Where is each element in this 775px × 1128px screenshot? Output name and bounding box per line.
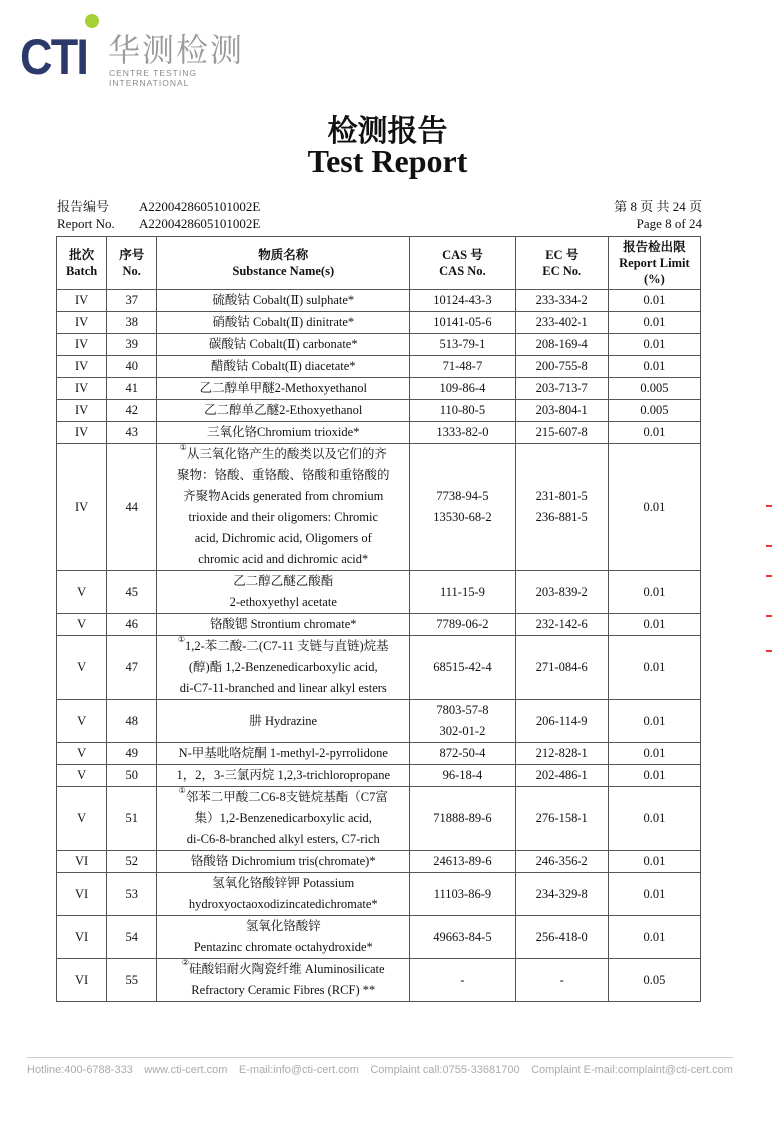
- cell-ec-no: 208-169-4: [515, 334, 608, 356]
- cell-no: 51: [107, 787, 157, 851]
- footnote-marker: ①: [179, 443, 187, 452]
- cell-ec-no: 231-801-5 236-881-5: [515, 444, 608, 571]
- report-no-value-en: A2200428605101002E: [139, 216, 261, 231]
- cell-report-limit: 0.01: [608, 916, 700, 959]
- footer-website: www.cti-cert.com: [144, 1064, 228, 1076]
- cell-cas-no: -: [410, 959, 515, 1002]
- cell-no: 47: [107, 636, 157, 700]
- cell-ec-no: 203-839-2: [515, 571, 608, 614]
- report-number-block: [57, 198, 260, 232]
- footnote-marker: ②: [181, 958, 190, 967]
- table-row: [57, 378, 701, 400]
- footer-divider: [27, 1057, 733, 1058]
- cell-ec-no: 256-418-0: [515, 916, 608, 959]
- page-number-cn: 第 8 页 共 24 页: [614, 199, 702, 214]
- substance-table: [56, 236, 701, 1002]
- cell-batch: IV: [57, 312, 107, 334]
- cell-batch: IV: [57, 290, 107, 312]
- cell-cas-no: 1333-82-0: [410, 422, 515, 444]
- cell-ec-no: 212-828-1: [515, 743, 608, 765]
- cell-substance-name: 氢氧化铬酸锌 Pentazinc chromate octahydroxide*: [157, 916, 410, 959]
- cell-no: 50: [107, 765, 157, 787]
- footer-complaint-email: Complaint E-mail:complaint@cti-cert.com: [531, 1064, 733, 1076]
- cell-ec-no: 200-755-8: [515, 356, 608, 378]
- table-row: [57, 765, 701, 787]
- table-row: [57, 873, 701, 916]
- footer-hotline: Hotline:400-6788-333: [27, 1064, 133, 1076]
- cti-logo: [20, 14, 280, 88]
- table-row: [57, 787, 701, 851]
- cell-batch: IV: [57, 356, 107, 378]
- cell-report-limit: 0.01: [608, 743, 700, 765]
- cell-ec-no: 233-334-2: [515, 290, 608, 312]
- cell-no: 52: [107, 851, 157, 873]
- cell-cas-no: 111-15-9: [410, 571, 515, 614]
- cell-cas-no: 10141-05-6: [410, 312, 515, 334]
- cell-no: 44: [107, 444, 157, 571]
- cell-ec-no: 234-329-8: [515, 873, 608, 916]
- cell-ec-no: 246-356-2: [515, 851, 608, 873]
- cell-report-limit: 0.01: [608, 422, 700, 444]
- cell-report-limit: 0.01: [608, 312, 700, 334]
- page-number-block: [614, 198, 702, 232]
- cell-batch: V: [57, 787, 107, 851]
- cell-cas-no: 11103-86-9: [410, 873, 515, 916]
- cell-no: 48: [107, 700, 157, 743]
- cell-report-limit: 0.01: [608, 290, 700, 312]
- cell-batch: VI: [57, 916, 107, 959]
- table-row: [57, 959, 701, 1002]
- cell-cas-no: 24613-89-6: [410, 851, 515, 873]
- cell-ec-no: 271-084-6: [515, 636, 608, 700]
- cell-substance-name: 铬酸铬 Dichromium tris(chromate)*: [157, 851, 410, 873]
- report-no-value: A2200428605101002E: [139, 199, 261, 214]
- cell-substance-name: ①1,2-苯二酸-二(C7-11 支链与直链)烷基 (醇)酯 1,2-Benzenedicarboxylic acid, di-C7-11-branched and linear alkyl esters: [157, 636, 410, 700]
- cell-batch: V: [57, 571, 107, 614]
- cell-report-limit: 0.01: [608, 873, 700, 916]
- cell-ec-no: 276-158-1: [515, 787, 608, 851]
- title-chinese: 检测报告: [327, 114, 448, 149]
- header-no: 序号 No.: [107, 237, 157, 290]
- cell-batch: V: [57, 700, 107, 743]
- table-row: [57, 312, 701, 334]
- cell-no: 40: [107, 356, 157, 378]
- cell-batch: IV: [57, 400, 107, 422]
- cell-report-limit: 0.01: [608, 636, 700, 700]
- cell-cas-no: 71888-89-6: [410, 787, 515, 851]
- table-row: [57, 916, 701, 959]
- cell-report-limit: 0.05: [608, 959, 700, 1002]
- cell-cas-no: 7803-57-8 302-01-2: [410, 700, 515, 743]
- cell-batch: V: [57, 636, 107, 700]
- cell-substance-name: 肼 Hydrazine: [157, 700, 410, 743]
- cell-no: 55: [107, 959, 157, 1002]
- cell-no: 53: [107, 873, 157, 916]
- header-ec-no: EC 号 EC No.: [515, 237, 608, 290]
- cell-cas-no: 49663-84-5: [410, 916, 515, 959]
- table-row: [57, 571, 701, 614]
- table-row: [57, 743, 701, 765]
- cell-batch: V: [57, 614, 107, 636]
- cell-ec-no: 202-486-1: [515, 765, 608, 787]
- red-stamp-edge: [766, 505, 774, 655]
- cell-no: 46: [107, 614, 157, 636]
- page-number-en: Page 8 of 24: [636, 216, 702, 231]
- logo-chinese-name: 华测检测: [108, 31, 245, 69]
- table-row: [57, 422, 701, 444]
- report-no-label-en: Report No.: [57, 216, 115, 231]
- cell-cas-no: 513-79-1: [410, 334, 515, 356]
- cell-ec-no: -: [515, 959, 608, 1002]
- cell-ec-no: 206-114-9: [515, 700, 608, 743]
- cell-substance-name: 三氧化铬Chromium trioxide*: [157, 422, 410, 444]
- cell-batch: V: [57, 765, 107, 787]
- cell-batch: IV: [57, 422, 107, 444]
- cell-no: 49: [107, 743, 157, 765]
- cell-no: 41: [107, 378, 157, 400]
- cell-ec-no: 215-607-8: [515, 422, 608, 444]
- cell-report-limit: 0.01: [608, 356, 700, 378]
- cell-substance-name: 氢氧化铬酸锌钾 Potassium hydroxyoctaoxodizincatedichromate*: [157, 873, 410, 916]
- cell-report-limit: 0.01: [608, 851, 700, 873]
- table-row: [57, 356, 701, 378]
- cell-report-limit: 0.005: [608, 400, 700, 422]
- title-english: Test Report: [307, 143, 468, 179]
- cell-cas-no: 109-86-4: [410, 378, 515, 400]
- header-cas-no: CAS 号 CAS No.: [410, 237, 515, 290]
- cell-batch: VI: [57, 873, 107, 916]
- table-row: [57, 636, 701, 700]
- cell-report-limit: 0.01: [608, 444, 700, 571]
- table-row: [57, 614, 701, 636]
- cell-substance-name: N-甲基吡咯烷酮 1-methyl-2-pyrrolidone: [157, 743, 410, 765]
- cell-no: 54: [107, 916, 157, 959]
- table-row: [57, 700, 701, 743]
- cell-substance-name: ①从三氧化铬产生的酸类以及它们的齐 聚物：铬酸、重铬酸、铬酸和重铬酸的 齐聚物Acids generated from chromium trioxide and their oligomers: Chromic acid, Dichromic acid, Oligomers of chromic acid and dichromic acid*: [157, 444, 410, 571]
- cell-ec-no: 233-402-1: [515, 312, 608, 334]
- cell-report-limit: 0.005: [608, 378, 700, 400]
- cell-substance-name: 乙二醇乙醚乙酸酯 2-ethoxyethyl acetate: [157, 571, 410, 614]
- cell-report-limit: 0.01: [608, 614, 700, 636]
- cell-substance-name: 碳酸钴 Cobalt(Ⅱ) carbonate*: [157, 334, 410, 356]
- cell-batch: IV: [57, 378, 107, 400]
- cell-cas-no: 872-50-4: [410, 743, 515, 765]
- cell-substance-name: 硝酸钴 Cobalt(Ⅱ) dinitrate*: [157, 312, 410, 334]
- footnote-marker: ①: [178, 786, 186, 795]
- cell-substance-name: 醋酸钴 Cobalt(Ⅱ) diacetate*: [157, 356, 410, 378]
- cell-substance-name: 乙二醇单乙醚2-Ethoxyethanol: [157, 400, 410, 422]
- cell-batch: IV: [57, 334, 107, 356]
- logo-brand: CTI: [20, 29, 88, 85]
- cell-report-limit: 0.01: [608, 787, 700, 851]
- cell-no: 42: [107, 400, 157, 422]
- cell-batch: VI: [57, 959, 107, 1002]
- cell-report-limit: 0.01: [608, 571, 700, 614]
- footer: [27, 1064, 733, 1076]
- table-row: [57, 444, 701, 571]
- cell-ec-no: 232-142-6: [515, 614, 608, 636]
- cell-batch: V: [57, 743, 107, 765]
- logo-english-name: CENTRE TESTING INTERNATIONAL: [109, 68, 197, 88]
- cell-substance-name: 1，2，3-三氯丙烷 1,2,3-trichloropropane: [157, 765, 410, 787]
- cell-no: 38: [107, 312, 157, 334]
- report-no-label-cn: 报告编号: [57, 199, 110, 214]
- cell-substance-name: ②硅酸铝耐火陶瓷纤维 Aluminosilicate Refractory Ceramic Fibres (RCF) **: [157, 959, 410, 1002]
- cell-substance-name: 乙二醇单甲醚2-Methoxyethanol: [157, 378, 410, 400]
- cell-cas-no: 71-48-7: [410, 356, 515, 378]
- cell-cas-no: 96-18-4: [410, 765, 515, 787]
- footer-email: E-mail:info@cti-cert.com: [238, 1064, 359, 1076]
- cell-batch: IV: [57, 444, 107, 571]
- table-row: [57, 290, 701, 312]
- cell-ec-no: 203-713-7: [515, 378, 608, 400]
- header-report-limit: 报告检出限 Report Limit (%): [608, 237, 700, 290]
- footer-complaint-call: Complaint call:0755-33681700: [370, 1064, 520, 1076]
- header-substance-name: 物质名称 Substance Name(s): [157, 237, 410, 290]
- cell-cas-no: 10124-43-3: [410, 290, 515, 312]
- cell-report-limit: 0.01: [608, 765, 700, 787]
- cell-substance-name: 硫酸钴 Cobalt(Ⅱ) sulphate*: [157, 290, 410, 312]
- cell-no: 37: [107, 290, 157, 312]
- table-row: [57, 400, 701, 422]
- cell-report-limit: 0.01: [608, 334, 700, 356]
- table-row: [57, 334, 701, 356]
- cell-cas-no: 110-80-5: [410, 400, 515, 422]
- cell-cas-no: 7789-06-2: [410, 614, 515, 636]
- table-row: [57, 851, 701, 873]
- cell-no: 39: [107, 334, 157, 356]
- cell-cas-no: 68515-42-4: [410, 636, 515, 700]
- footnote-marker: ①: [177, 635, 185, 644]
- table-header-row: [57, 237, 701, 290]
- cell-ec-no: 203-804-1: [515, 400, 608, 422]
- logo-dot-icon: [85, 14, 99, 28]
- cell-batch: VI: [57, 851, 107, 873]
- cell-report-limit: 0.01: [608, 700, 700, 743]
- cell-cas-no: 7738-94-5 13530-68-2: [410, 444, 515, 571]
- cell-no: 45: [107, 571, 157, 614]
- cell-no: 43: [107, 422, 157, 444]
- cell-substance-name: 铬酸锶 Strontium chromate*: [157, 614, 410, 636]
- header-batch: 批次 Batch: [57, 237, 107, 290]
- cell-substance-name: ①邻苯二甲酸二C6-8支链烷基酯（C7富 集）1,2-Benzenedicarboxylic acid, di-C6-8-branched alkyl esters, C7-rich: [157, 787, 410, 851]
